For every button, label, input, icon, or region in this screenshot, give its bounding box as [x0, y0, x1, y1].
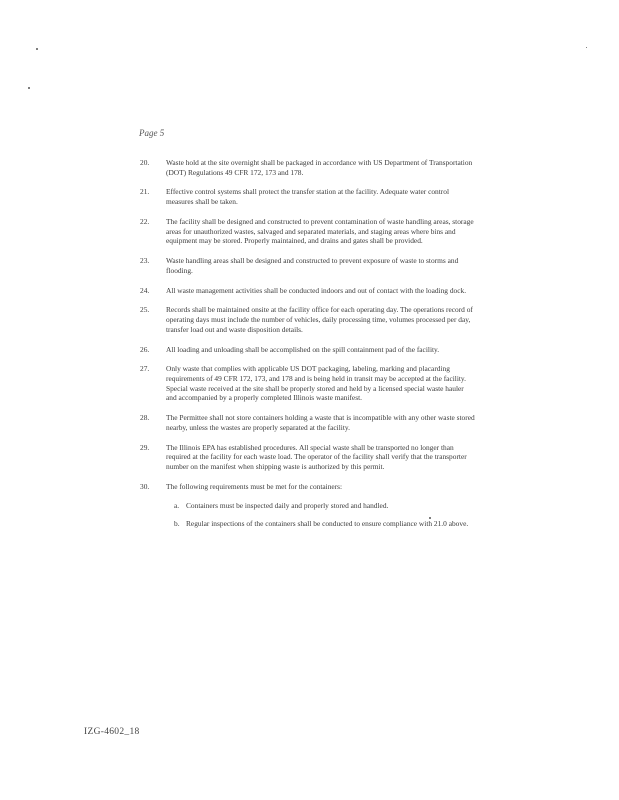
- condition-text: The following requirements must be met for the containers:: [166, 481, 343, 491]
- condition-item: [140, 187, 475, 206]
- condition-item: [140, 305, 475, 334]
- condition-number: 24.: [140, 285, 150, 295]
- condition-number: 27.: [140, 364, 150, 374]
- page-label: Page 5: [139, 128, 165, 138]
- condition-number: 22.: [140, 216, 150, 226]
- sub-item-text: Regular inspections of the containers shall be conducted to ensure compliance with 21.0 above.: [186, 518, 469, 528]
- condition-text: The facility shall be designed and constructed to prevent contamination of waste handling areas, storage areas for unauthorized wastes, salvaged and separated materials, and staging areas where bins and equipment may be stored. Properly maintained, and drains and gates shall be provided.: [166, 216, 474, 246]
- sub-list: [166, 501, 475, 528]
- condition-item: [140, 158, 475, 177]
- condition-item: [140, 217, 475, 246]
- condition-number: 20.: [140, 158, 150, 167]
- sub-item: [174, 501, 475, 511]
- sub-item: [174, 519, 475, 529]
- condition-number: 30.: [140, 481, 150, 491]
- sub-item-text: Containers must be inspected daily and properly stored and handled.: [186, 501, 389, 511]
- condition-text: Records shall be maintained onsite at the facility office for each operating day. The operations record of operating days must include the number of vehicles, daily processing time, volumes processed per day, transfer load out and waste disposition details.: [166, 305, 473, 334]
- condition-text: Waste hold at the site overnight shall be packaged in accordance with US Department of Transportation (DOT) Regulations 49 CFR 172, 173 and 178.: [166, 158, 473, 177]
- sub-item-label: b.: [174, 518, 180, 528]
- conditions-list: [140, 158, 475, 539]
- scan-speck: [586, 47, 587, 48]
- condition-number: 25.: [140, 305, 150, 315]
- condition-item: [140, 256, 475, 275]
- scan-speck: [429, 517, 431, 519]
- document-id: IZG-4602_18: [84, 727, 140, 737]
- condition-number: 21.: [140, 187, 150, 197]
- condition-number: 29.: [140, 442, 150, 452]
- condition-text: Effective control systems shall protect the transfer station at the facility. Adequate water control measures shall be taken.: [166, 187, 450, 207]
- condition-text: All waste management activities shall be conducted indoors and out of contact with the loading dock.: [166, 285, 467, 295]
- condition-text: The Illinois EPA has established procedures. All special waste shall be transported no longer than required at the facility for each waste load. The operator of the facility shall verify that the transporter number on the manifest when shipping waste is authorized by this permit.: [166, 442, 467, 471]
- scan-speck: [36, 48, 38, 50]
- sub-item-label: a.: [174, 501, 180, 511]
- condition-number: 26.: [140, 344, 150, 354]
- condition-text: Only waste that complies with applicable US DOT packaging, labeling, marking and placarding requirements of 49 CFR 172, 173, and 178 and is being held in transit may be accepted at the facility. Special waste received at the site shall be properly stored and held by a licensed special waste hauler and accompanied by a properly completed Illinois waste manifest.: [166, 364, 466, 403]
- condition-item: [140, 345, 475, 355]
- condition-number: 23.: [140, 256, 150, 266]
- condition-text: Waste handling areas shall be designed and constructed to prevent exposure of waste to storms and flooding.: [166, 256, 459, 275]
- scan-speck: [28, 87, 30, 89]
- condition-item: [140, 413, 475, 432]
- condition-item: [140, 364, 475, 402]
- condition-text: All loading and unloading shall be accomplished on the spill containment pad of the facility.: [166, 344, 440, 354]
- condition-item: [140, 482, 475, 529]
- condition-item: [140, 443, 475, 472]
- condition-number: 28.: [140, 413, 150, 423]
- condition-text: The Permittee shall not store containers holding a waste that is incompatible with any other waste stored nearby, unless the wastes are properly separated at the facility.: [166, 413, 475, 432]
- condition-item: [140, 286, 475, 296]
